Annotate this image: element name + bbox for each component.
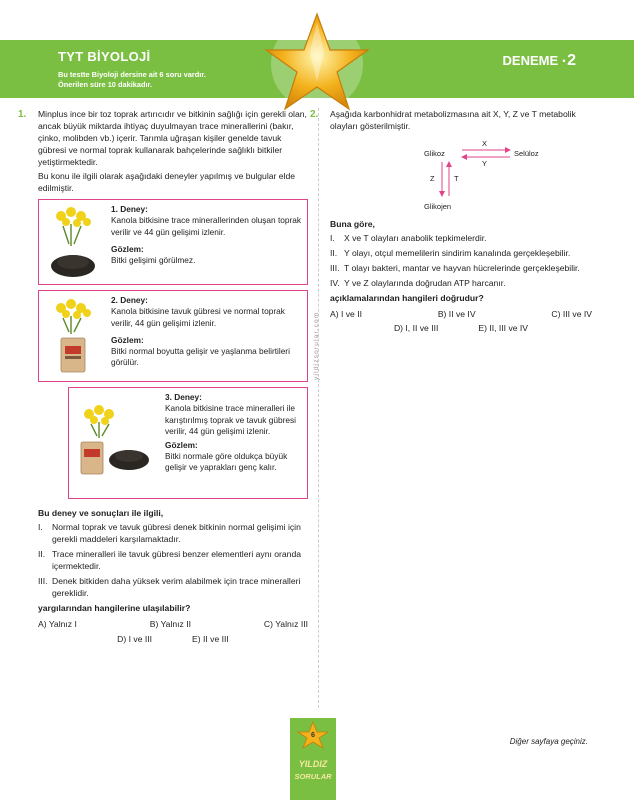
statement-text: Denek bitkiden daha yüksek verim alabilmek için trace mineralleri gereklidir. — [52, 576, 301, 599]
experiment-desc: Kanola bitkisine tavuk gübresi ve normal toprak verilir, 44 gün gelişimi izlenir. — [111, 306, 285, 328]
question-intro: Bu konu ile ilgili olarak aşağıdaki deneyler yapılmış ve bulgular elde edilmiştir. — [38, 171, 296, 194]
statement-lead: Buna göre, — [330, 219, 375, 230]
label-glikojen: Glikojen — [424, 202, 452, 212]
statement-roman: I. — [38, 522, 43, 533]
statement-item — [38, 575, 308, 599]
test-info-line2: Önerilen süre 10 dakikadır. — [58, 79, 153, 89]
question-intro: Aşağıda karbonhidrat metabolizmasına ait X, Y, Z ve T metabolik olayları gösterilmiştir. — [330, 109, 576, 132]
label-seluloz: Selüloz — [514, 149, 539, 159]
statement-text: Y ve Z olaylarında doğrudan ATP harcanır. — [344, 278, 506, 289]
answer-options — [38, 618, 308, 630]
deneme-label: DENEME ·2 — [502, 52, 576, 70]
page-number: 6 — [311, 732, 315, 739]
deneme-number: 2 — [567, 52, 576, 69]
experiment-desc: Kanola bitkisine trace minerallerinden oluşan toprak verilir ve 44 gün gelişimi izlenir. — [111, 215, 302, 237]
observation-text: Bitki normal boyutta gelişir ve yaşlanma belirtileri görülür. — [111, 345, 290, 368]
statement-text: T olayı bakteri, mantar ve hayvan hücrelerinde gerçekleşebilir. — [344, 263, 580, 274]
answer-options-row2 — [38, 633, 308, 645]
statement-text: Trace mineralleri ile tavuk gübresi benzer elementleri aynı oranda içermektedir. — [52, 549, 302, 572]
experiment-title: 3. Deney: — [165, 392, 202, 403]
option-d[interactable]: D) I ve III — [117, 633, 153, 644]
option-c[interactable]: C) Yalnız III — [263, 619, 308, 630]
logo-text-line1: YILDIZ — [298, 759, 328, 769]
statement-item — [330, 262, 592, 274]
watermark: yildizsorular.com — [313, 311, 320, 380]
option-e[interactable]: E) II ve III — [192, 633, 229, 644]
statement-roman: III. — [38, 576, 48, 587]
option-d[interactable]: D) I, II ve III — [393, 323, 439, 334]
observation-label: Gözlem: — [111, 243, 144, 254]
next-page-note: Diğer sayfaya geçiniz. — [509, 737, 588, 746]
canola-fertilizer-icon — [49, 297, 97, 377]
metabolism-diagram — [424, 139, 580, 212]
canola-fertilizer-soil-icon — [75, 396, 153, 486]
observation-text: Bitki normale göre oldukça büyük gelişir ve yaprakları genç kalır. — [165, 451, 288, 473]
diagram-arrows — [430, 140, 580, 210]
experiment-text — [111, 295, 301, 368]
star-icon — [258, 12, 376, 112]
statement-lead: Bu deney ve sonuçları ile ilgili, — [38, 508, 164, 519]
logo-text-line2: SORULAR — [294, 772, 332, 781]
answer-options-row2 — [330, 322, 592, 334]
statement-item — [38, 521, 308, 545]
label-t: T — [454, 174, 459, 184]
experiment-title: 2. Deney: — [111, 295, 148, 306]
statement-roman: I. — [330, 233, 335, 244]
question-1 — [18, 108, 308, 645]
deneme-text: DENEME — [502, 53, 559, 68]
option-a[interactable]: A) I ve II — [330, 309, 362, 320]
experiment-title: 1. Deney: — [111, 204, 148, 215]
question-2 — [310, 108, 592, 334]
option-b[interactable]: B) II ve IV — [437, 309, 476, 320]
test-info — [58, 70, 206, 89]
question-prompt: açıklamalarından hangileri doğrudur? — [330, 293, 484, 304]
question-number: 1. — [18, 109, 27, 120]
statement-text: X ve T olayları anabolik tepkimelerdir. — [344, 233, 487, 244]
answer-options — [330, 308, 592, 320]
experiment-text — [111, 204, 301, 266]
observation-label: Gözlem: — [165, 439, 198, 450]
label-x: X — [482, 139, 488, 149]
experiment-box-2 — [38, 290, 308, 382]
statement-roman: II. — [330, 248, 338, 259]
question-prompt: yargılarından hangilerine ulaşılabilir? — [38, 603, 191, 614]
column-divider — [318, 108, 319, 708]
test-info-line1: Bu testte Biyoloji dersine ait 6 soru vardır. — [58, 70, 206, 79]
statement-text: Y olayı, otçul memelilerin sindirim kanalında gerçekleşebilir. — [344, 248, 571, 259]
canola-soil-icon — [49, 206, 97, 280]
statement-item — [330, 277, 592, 289]
observation-label: Gözlem: — [111, 334, 144, 345]
question-number: 2. — [310, 109, 319, 120]
statement-roman: IV. — [330, 278, 340, 289]
option-b[interactable]: B) Yalnız II — [149, 619, 191, 630]
option-e[interactable]: E) II, III ve IV — [478, 323, 529, 334]
experiment-box-3 — [68, 387, 308, 499]
option-a[interactable]: A) Yalnız I — [38, 619, 77, 630]
option-c[interactable]: C) III ve IV — [551, 309, 592, 320]
statement-item — [330, 247, 592, 259]
brand-logo — [290, 718, 336, 800]
statement-item — [330, 232, 592, 244]
statement-item — [38, 548, 308, 572]
question-intro: Minplus ince bir toz toprak artırıcıdır ve bitkinin sağlığı için gerekli olan, ancak büyük miktarda ihtiyaç duyulmayan trace minerallerini (bakır, çinko, molibden vb.) içerir. Tarımla uğraşan kişiler genelde tavuk gübresi ve normal toprak kullanarak bahçelerinde sağlıklı bitkiler yetiştirmektedir. — [38, 109, 307, 168]
observation-text: Bitki gelişimi görülmez. — [111, 254, 196, 265]
statement-roman: III. — [330, 263, 340, 274]
label-z: Z — [430, 174, 435, 184]
experiment-text — [165, 392, 309, 473]
experiment-box-1 — [38, 199, 308, 285]
subject-title: TYT BİYOLOJİ — [58, 49, 151, 64]
label-glikoz: Glikoz — [424, 149, 445, 159]
statement-text: Normal toprak ve tavuk gübresi denek bitkinin normal gelişimi için gerekli maddeleri karşılamaktadır. — [52, 522, 301, 545]
label-y: Y — [482, 159, 488, 169]
statement-roman: II. — [38, 549, 46, 560]
experiment-desc: Kanola bitkisine trace mineralleri ile karıştırılmış toprak ve tavuk gübresi verilir, 44 gün gelişimi izlenir. — [165, 403, 296, 436]
